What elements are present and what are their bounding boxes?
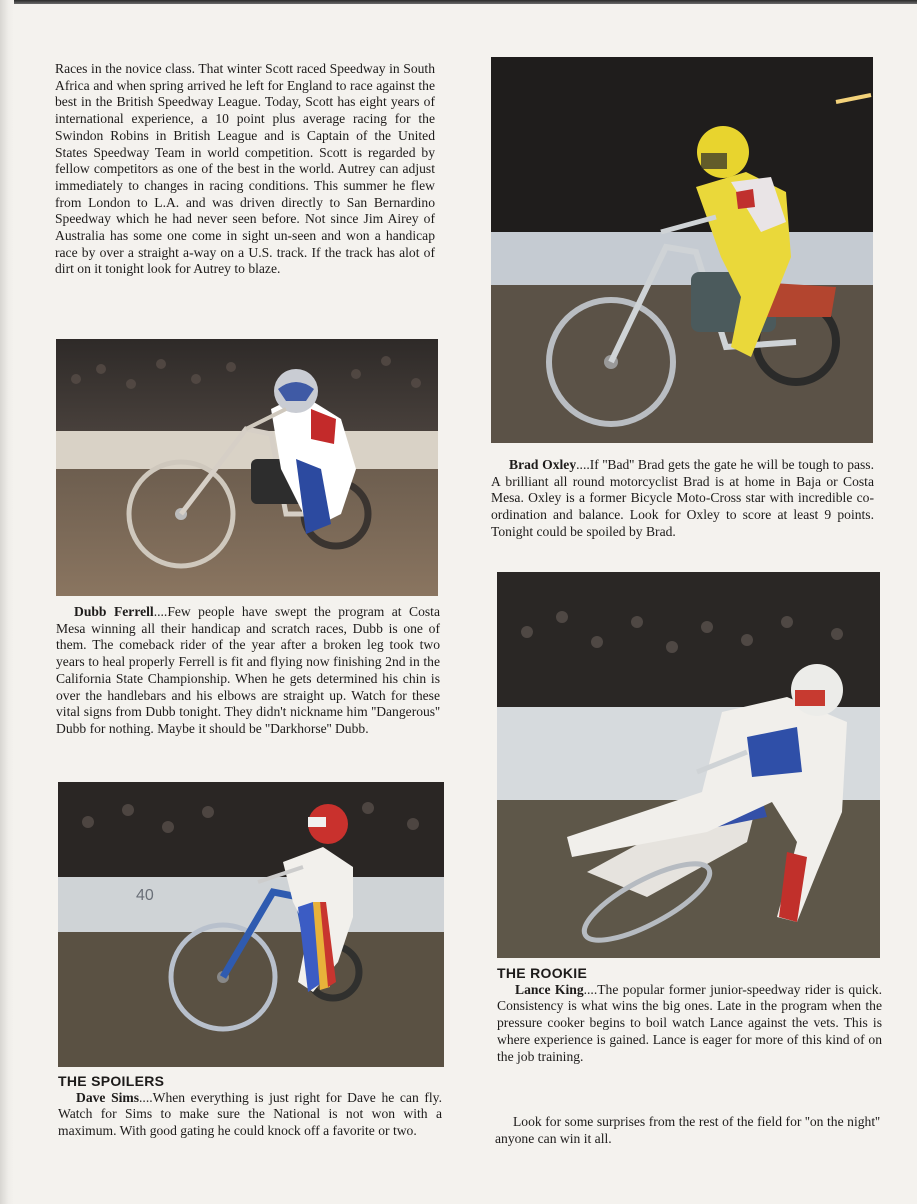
intro-paragraph-block	[55, 61, 435, 278]
wall-number: 40	[136, 887, 154, 904]
caption-dave-sims	[58, 1073, 442, 1140]
rider-text-oxley: ....If ''Bad'' Brad gets the gate he will be tough to pass. A brilliant all round motorcyclist Brad is at home in Baja or Costa Mesa. Oxley is a former Bicycle Moto-Cross star with incredible co-ordination and balance. Look for Oxley to score at least 9 points. Tonight could be spoiled by Brad.	[491, 457, 875, 539]
photo-dubb-ferrell	[56, 339, 438, 596]
section-heading-rookie: THE ROOKIE	[497, 965, 588, 981]
closing-paragraph-block	[495, 1114, 880, 1147]
rider-name-sims: Dave Sims	[76, 1089, 140, 1105]
caption-brad-oxley	[491, 457, 874, 541]
intro-paragraph: Races in the novice class. That winter Scott raced Speedway in South Africa and when spring arrived he left for England to race against the best in the British Speedway League. Today, Scott has eight years of international experience, a 10 point plus average racing for the Swindon Robins in British League and is Captain of the United States Speedway Team in world competition. Scott is regarded by fellow competitors as one of the best in the world. Autrey can adjust immediately to changes in racing conditions. This summer he flew from London to L.A. and was driven directly to San Bernardino Speedway which he had never seen before. Not since Jim Airey of Australia has some one come in sight un-seen and won a handicap race by over a straight a-way on a U.S. track. If the track has alot of dirt on it tonight look for Autrey to blaze.	[55, 61, 435, 277]
page-binding-edge	[0, 0, 14, 1204]
photo-dave-sims	[58, 782, 444, 1067]
rider-name-ferrell: Dubb Ferrell	[74, 604, 154, 619]
rider-name-oxley: Brad Oxley	[509, 457, 577, 472]
photo-lance-king	[497, 572, 880, 958]
rider-text-sims: ....When everything is just right for Dave he can fly. Watch for Sims to make sure the National is not won with a maximum. With good gating he could knock off a favorite or two.	[58, 1089, 442, 1139]
caption-lance-king	[497, 965, 882, 1065]
rider-text-ferrell: ....Few people have swept the program at Costa Mesa winning all their handicap and scratch races, Dubb is one of them. The comeback rider of the year after a broken leg took two years to heal properly Ferrell is fit and flying now finishing 2nd in the California State Championship. When he gets determined his chin is over the handlebars and his elbows are straight up. Watch for these vital signs from Dubb tonight. They didn't nickname him ''Dangerous'' Dubb for nothing. Maybe it should be ''Darkhorse'' Dubb.	[56, 604, 440, 736]
rider-name-king: Lance King	[515, 981, 584, 997]
caption-dubb-ferrell	[56, 604, 440, 738]
page-top-edge	[0, 0, 917, 4]
photo-brad-oxley	[491, 57, 873, 443]
rider-text-king: ....The popular former junior-speedway rider is quick. Consistency is what wins the big ones. Late in the program when the pressure cooker begins to boil watch Lance against the vets. This is where experience is gained. Lance is eager for more of this kind of on the job training.	[497, 981, 882, 1064]
closing-paragraph: Look for some surprises from the rest of the field for ''on the night'' anyone can win it all.	[495, 1114, 880, 1146]
section-heading-spoilers: THE SPOILERS	[58, 1073, 165, 1089]
